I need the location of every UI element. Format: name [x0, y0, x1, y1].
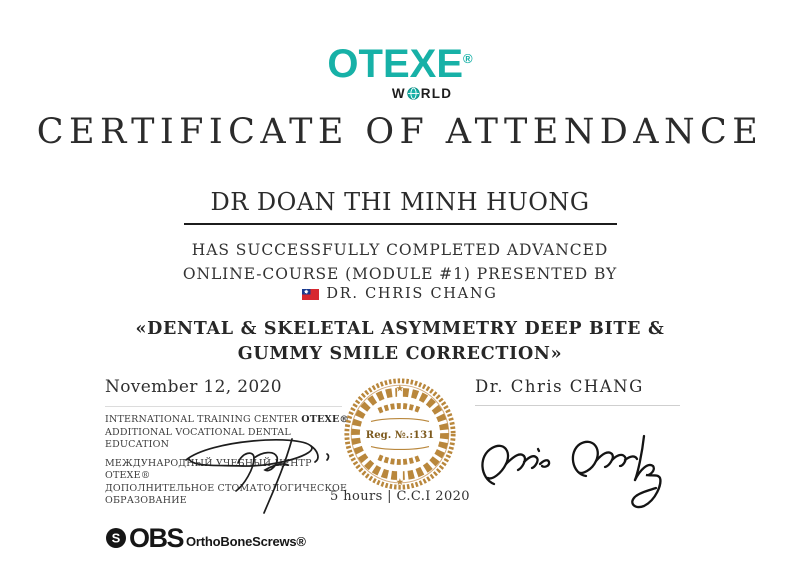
recipient-name: DR DOAN THI MINH HUONG [210, 188, 590, 216]
training-center-ru-line-1: МЕЖДУНАРОДНЫЙ УЧЕБНЫЙ ЦЕНТР OTEXE® [105, 457, 312, 481]
presenter-name: DR. CHRIS CHANG [326, 286, 498, 302]
registered-mark: ® [463, 51, 473, 66]
training-center-ru-line-2: ДОПОЛНИТЕЛЬНОЕ СТОМАТОЛОГИЧЕСКОЕ [105, 482, 348, 494]
training-center-line-1 [105, 414, 355, 427]
date-divider [105, 406, 342, 407]
otexe-logo-world [22, 87, 800, 101]
signer-block [475, 377, 685, 406]
signer-divider [475, 405, 680, 406]
course-hours: 5 hours | C.C.I 2020 [330, 489, 470, 504]
training-center-line-2: ADDITIONAL VOCATIONAL DENTAL EDUCATION [105, 426, 291, 450]
statement-line-1: HAS SUCCESSFULLY COMPLETED ADVANCED [191, 241, 609, 259]
taiwan-flag-icon [302, 289, 319, 300]
course-title-line-2: GUMMY SMILE CORRECTION» [237, 344, 563, 364]
otexe-logo-text: OTEXE [327, 42, 463, 86]
seal-registration-number: Reg. №.:131 [365, 428, 435, 441]
training-center-ru-line-3: ОБРАЗОВАНИЕ [105, 495, 187, 506]
course-title-line-1: «DENTAL & SKELETAL ASYMMETRY DEEP BITE & [135, 319, 665, 339]
world-w: W [391, 86, 406, 101]
registration-seal [342, 376, 458, 492]
issuer-signature [180, 432, 340, 517]
training-center-text: INTERNATIONAL TRAINING CENTER [105, 414, 302, 425]
signer-signature [468, 414, 673, 514]
presenter-row [0, 286, 800, 302]
statement-line-2: ONLINE-COURSE (MODULE #1) PRESENTED BY [182, 265, 618, 283]
name-underline [184, 223, 617, 225]
obs-screw-icon [105, 527, 127, 549]
certificate-title: CERTIFICATE OF ATTENDANCE [36, 112, 764, 152]
world-rld: RLD [420, 86, 453, 101]
seal-star-top: ★ [395, 383, 405, 395]
signer-name: Dr. Chris CHANG [475, 377, 644, 396]
completion-statement [0, 238, 800, 286]
obs-abbr: OBS [129, 522, 184, 553]
globe-icon [407, 87, 420, 100]
obs-name: OrthoBoneScrews® [186, 533, 306, 549]
course-title [0, 317, 800, 367]
otexe-logo-wordmark [0, 44, 800, 84]
issue-date: November 12, 2020 [105, 377, 282, 397]
otexe-logo [0, 44, 800, 101]
obs-logo [105, 523, 355, 554]
seal-star-bottom: ★ [395, 477, 405, 489]
svg-text:S: S [111, 530, 121, 546]
training-center-brand: OTEXE® [301, 414, 350, 425]
